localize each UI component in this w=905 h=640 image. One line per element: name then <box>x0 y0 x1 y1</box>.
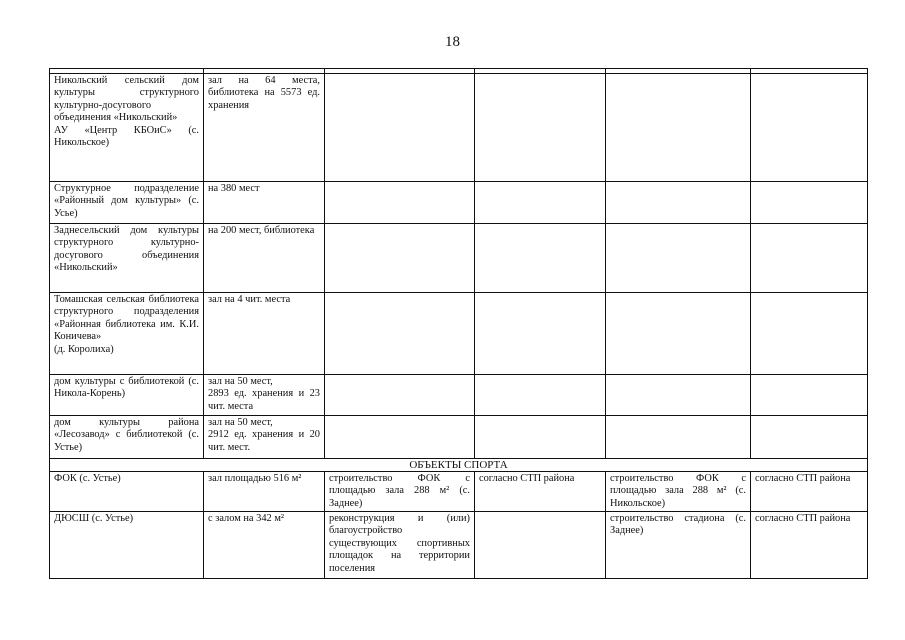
facility-capacity-cell: на 200 мест, библиотека <box>204 224 325 293</box>
table-row <box>50 375 868 416</box>
table-row <box>50 416 868 459</box>
facility-name-cell: Заднесельский дом культуры структурного культурно-досугового объединения «Никольский» <box>50 224 204 293</box>
facility-name-cell: дом культуры с библиотекой (с. Никола-Корень) <box>50 375 204 416</box>
facility-capacity-cell: зал на 50 мест, 2912 ед. хранения и 20 чит. мест. <box>204 416 325 459</box>
local-plan-cell: реконструкция и (или) благоустройство существующих спортивных площадок на территории поселения <box>325 512 475 579</box>
local-basis-cell <box>475 512 606 579</box>
facility-capacity-cell: зал площадью 516 м² <box>204 472 325 512</box>
facility-name-cell: ФОК (с. Устье) <box>50 472 204 512</box>
facility-capacity-cell: зал на 64 места, библиотека на 5573 ед. хранения <box>204 74 325 182</box>
table-row <box>50 293 868 375</box>
facility-name-cell: дом культуры района «Лесозавод» с библиотекой (с. Устье) <box>50 416 204 459</box>
facility-name-cell: Структурное подразделение «Районный дом культуры» (с. Усье) <box>50 182 204 224</box>
local-plan-cell: строительство ФОК с площадью зала 288 м² (с. Заднее) <box>325 472 475 512</box>
facility-capacity-cell: на 380 мест <box>204 182 325 224</box>
district-plan-cell: строительство ФОК с площадью зала 288 м² (с. Никольское) <box>606 472 751 512</box>
district-plan-cell: строительство стадиона (с. Заднее) <box>606 512 751 579</box>
district-basis-cell: согласно СТП района <box>751 512 868 579</box>
table-row <box>50 182 868 224</box>
facility-name-cell: Томашская сельская библиотека структурного подразделения «Районная библиотека им. К.И. Коничева» (д. Королиха) <box>50 293 204 375</box>
facility-capacity-cell: с залом на 342 м² <box>204 512 325 579</box>
section-title: ОБЪЕКТЫ СПОРТА <box>50 459 868 472</box>
district-basis-cell: согласно СТП района <box>751 472 868 512</box>
section-header-row <box>50 459 868 472</box>
facility-name-cell: Никольский сельский дом культуры структурного культурно-досугового объединения «Никольский» АУ «Центр КБОиС» (с. Никольское) <box>50 74 204 182</box>
table-row <box>50 74 868 182</box>
facility-capacity-cell: зал на 50 мест, 2893 ед. хранения и 23 чит. места <box>204 375 325 416</box>
facilities-table <box>49 68 868 579</box>
table-row <box>50 512 868 579</box>
table-row <box>50 224 868 293</box>
table-row <box>50 472 868 512</box>
facility-capacity-cell: зал на 4 чит. места <box>204 293 325 375</box>
local-basis-cell: согласно СТП района <box>475 472 606 512</box>
facility-name-cell: ДЮСШ (с. Устье) <box>50 512 204 579</box>
page-number: 18 <box>445 34 460 50</box>
